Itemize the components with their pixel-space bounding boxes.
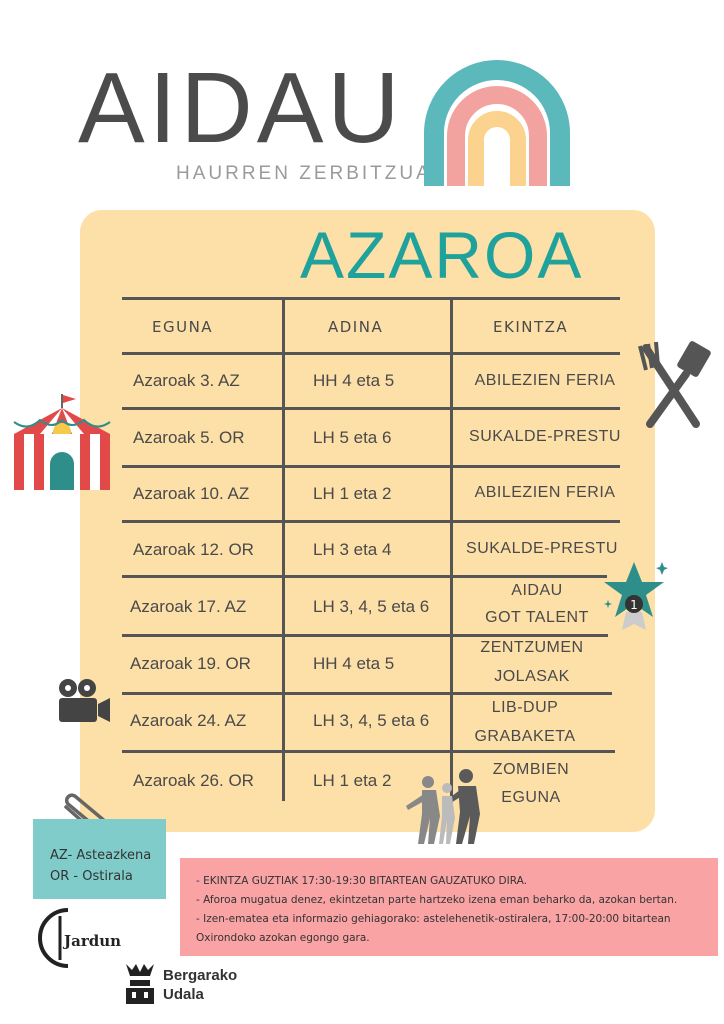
table-line: [122, 352, 620, 355]
note-line-4: Oxirondoko azokan egongo gara.: [196, 932, 370, 944]
kitchen-utensils-icon: [636, 340, 712, 430]
table-column-divider: [282, 297, 285, 801]
cell-age: LH 3 eta 4: [313, 540, 392, 559]
cell-day: Azaroak 17. AZ: [130, 597, 247, 616]
star-medal-icon: [602, 560, 668, 638]
logo-subtitle: HAURREN ZERBITZUA: [176, 163, 432, 184]
jardun-logo: [38, 906, 122, 970]
cell-age: LH 3, 4, 5 eta 6: [313, 711, 430, 730]
legend-line-1: AZ- Asteazkena: [50, 848, 152, 863]
cell-day: Azaroak 12. OR: [133, 540, 254, 559]
bergara-line-1: Bergarako: [163, 967, 238, 984]
rainbow-icon: [420, 58, 575, 193]
col-header-age: ADINA: [328, 318, 384, 336]
cell-age: HH 4 eta 5: [313, 654, 395, 673]
jardun-logo-text: Jardun: [64, 932, 122, 950]
cell-activity: SUKALDE-PRESTU: [469, 428, 621, 445]
col-header-day: EGUNA: [152, 318, 214, 336]
note-line-1: - EKINTZA GUZTIAK 17:30-19:30 BITARTEAN GAUZATUKO DIRA.: [196, 875, 527, 887]
bergara-logo-text: [163, 966, 237, 1004]
cell-activity-line1: LIB-DUP: [491, 699, 559, 716]
month-title: AZAROA: [300, 218, 584, 292]
cell-activity-line1: ZENTZUMEN: [480, 639, 584, 656]
circus-tent-icon: [10, 392, 115, 492]
video-camera-icon: [56, 678, 112, 724]
cell-day: Azaroak 3. AZ: [133, 371, 240, 390]
cell-age: LH 1 eta 2: [313, 484, 392, 503]
cell-activity-line2: GRABAKETA: [474, 728, 576, 745]
cell-age: HH 4 eta 5: [313, 371, 395, 390]
zombies-icon: [400, 766, 490, 846]
cell-activity: ABILEZIEN FERIA: [474, 484, 616, 501]
cell-day: Azaroak 26. OR: [133, 771, 254, 790]
cell-activity: SUKALDE-PRESTU: [466, 540, 618, 557]
legend-line-2: OR - Ostirala: [50, 869, 133, 884]
cell-age: LH 1 eta 2: [313, 771, 392, 790]
note-line-3: - Izen-ematea eta informazio gehiagorako: astelehenetik-ostiralera, 17:00-20:00 bitartean: [196, 913, 671, 925]
cell-age: LH 3, 4, 5 eta 6: [313, 597, 430, 616]
legend-text: [50, 845, 151, 887]
cell-activity: ABILEZIEN FERIA: [474, 372, 616, 389]
cell-day: Azaroak 19. OR: [130, 654, 251, 673]
cell-day: Azaroak 5. OR: [133, 428, 245, 447]
cell-day: Azaroak 24. AZ: [130, 711, 247, 730]
table-top-line: [122, 297, 620, 300]
cell-day: Azaroak 10. AZ: [133, 484, 250, 503]
col-header-activity: EKINTZA: [493, 318, 569, 336]
table-line: [122, 465, 620, 468]
cell-activity-line1: AIDAU: [511, 582, 563, 599]
note-line-2: - Aforoa mugatua denez, ekintzetan parte hartzeko izena eman beharko da, azokan bertan.: [196, 894, 678, 906]
table-line: [122, 520, 620, 523]
cell-activity-line2: GOT TALENT: [485, 609, 589, 626]
bergara-crest-icon: [122, 962, 158, 1006]
table-line: [122, 407, 620, 410]
cell-age: LH 5 eta 6: [313, 428, 392, 447]
medal-number: 1: [630, 598, 638, 612]
cell-activity-line1: ZOMBIEN: [492, 761, 570, 778]
logo-title: AIDAU: [78, 52, 404, 164]
bergara-line-2: Udala: [163, 986, 204, 1003]
cell-activity-line2: EGUNA: [501, 789, 561, 806]
cell-activity-line2: JOLASAK: [494, 668, 570, 685]
